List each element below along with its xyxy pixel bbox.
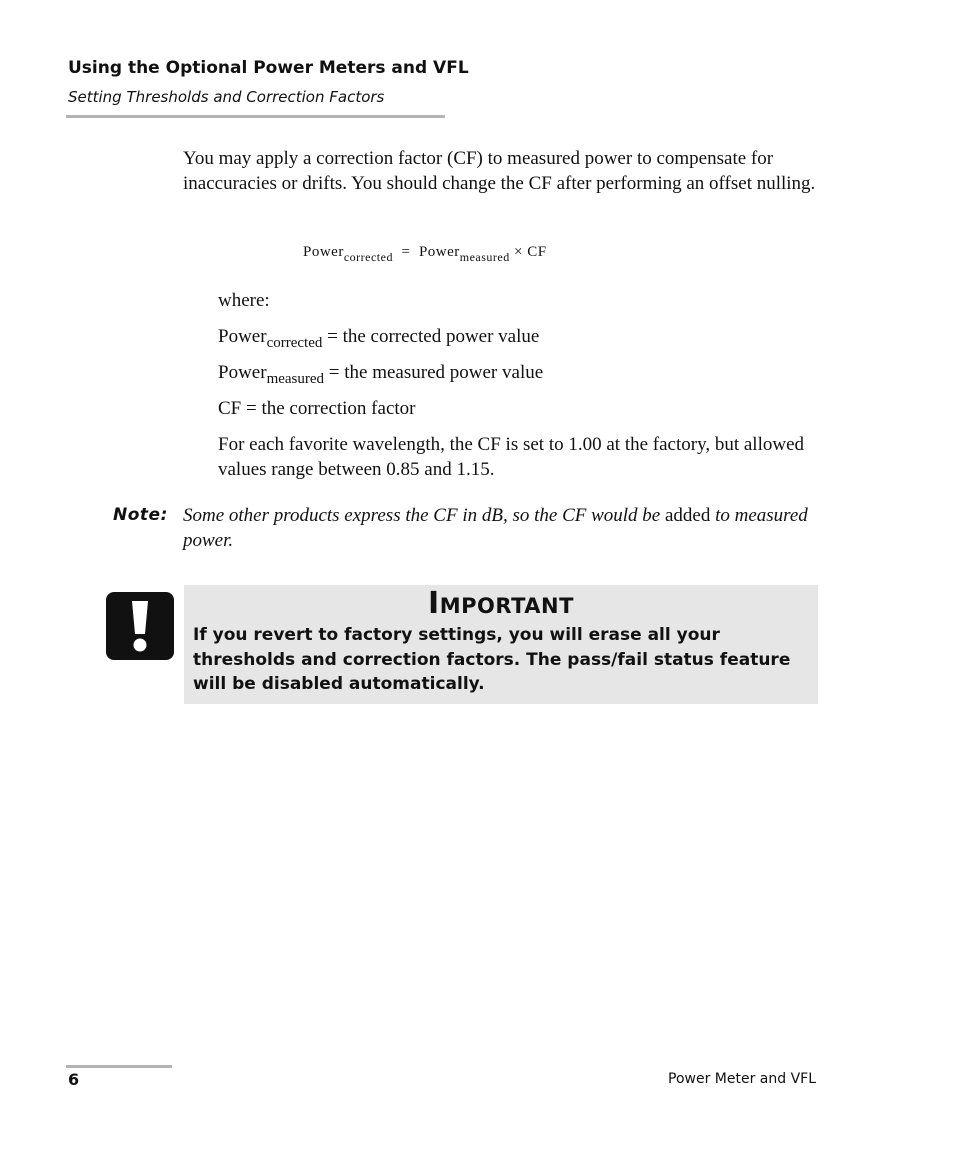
definition-corrected-sub: corrected (266, 335, 323, 351)
formula-operator: × CF (514, 244, 547, 260)
formula-rhs-sub: measured (459, 250, 510, 264)
definition-measured-text: = the measured power value (324, 362, 544, 383)
definition-where: where: (218, 290, 270, 311)
header-subtitle: Setting Thresholds and Correction Factors (68, 88, 385, 106)
note-label: Note: (113, 505, 168, 525)
page-number: 6 (68, 1070, 80, 1089)
definition-corrected-base: Power (218, 326, 267, 347)
intro-paragraph: You may apply a correction factor (CF) to measured power to compensate for inaccuracies or drifts. You should change the CF after performing an offset nulling. (183, 148, 816, 194)
formula-lhs-sub: corrected (343, 250, 393, 264)
important-box (184, 585, 818, 704)
exclamation-icon (106, 592, 174, 660)
factory-paragraph: For each favorite wavelength, the CF is set to 1.00 at the factory, but allowed values range between 0.85 and 1.15. (218, 434, 805, 480)
definition-measured (218, 360, 543, 385)
important-text: If you revert to factory settings, you will erase all your thresholds and correction factors. The pass/fail status feature will be disabled automatically. (193, 625, 791, 694)
formula-equals: = (401, 244, 411, 260)
definition-measured-sub: measured (266, 371, 325, 387)
definition-cf: CF = the correction factor (218, 398, 416, 419)
formula (303, 244, 547, 264)
formula-lhs-base: Power (303, 244, 344, 260)
definition-corrected-text: = the corrected power value (322, 326, 540, 347)
note-text-part2: to measured power. (183, 505, 808, 551)
formula-rhs-base: Power (418, 244, 460, 260)
header-rule (66, 115, 445, 118)
definition-measured-base: Power (218, 362, 267, 383)
footer-doc-title: Power Meter and VFL (668, 1071, 816, 1087)
note-text-part1: Some other products express the CF in dB, so the CF would be (183, 505, 665, 526)
note-text (183, 503, 823, 553)
footer-rule (66, 1065, 172, 1068)
definition-corrected (218, 324, 539, 349)
header-title: Using the Optional Power Meters and VFL (68, 58, 469, 78)
note-text-emphasis: added (664, 505, 711, 526)
important-title: Important (428, 586, 574, 621)
